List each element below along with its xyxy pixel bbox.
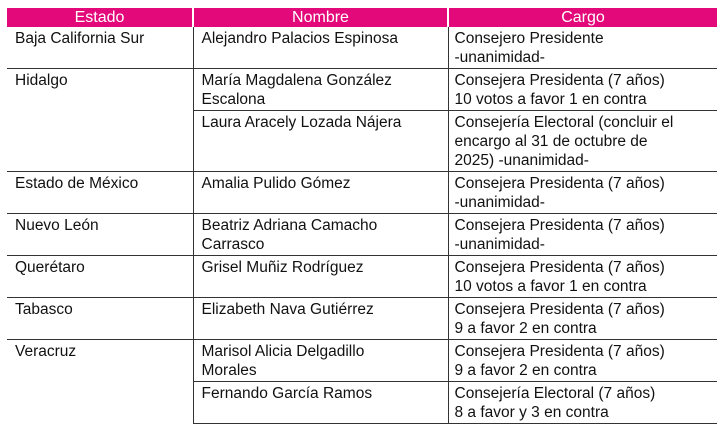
cargo-line: Consejera Presidenta (7 años) bbox=[454, 343, 665, 360]
table-row bbox=[7, 27, 717, 69]
nombre-line: Grisel Muñiz Rodríguez bbox=[201, 259, 364, 276]
header-cargo: Cargo bbox=[448, 8, 717, 27]
table-row bbox=[7, 256, 717, 298]
cargo-line: -unanimidad- bbox=[454, 236, 545, 253]
cargo-line: Consejera Presidenta (7 años) bbox=[454, 217, 665, 234]
cell-estado: Baja California Sur bbox=[15, 30, 145, 47]
nombre-line: Elizabeth Nava Gutiérrez bbox=[201, 301, 374, 318]
cargo-line: Consejero Presidente bbox=[454, 30, 604, 47]
table-row bbox=[7, 69, 717, 111]
cell-nombre bbox=[193, 214, 448, 256]
cell-estado: Querétaro bbox=[7, 256, 193, 298]
cargo-line: Consejera Presidenta (7 años) bbox=[454, 175, 665, 192]
cell-nombre bbox=[193, 69, 448, 111]
header-row bbox=[7, 8, 717, 27]
nombre-line: Escalona bbox=[201, 91, 266, 108]
cell-nombre bbox=[193, 382, 448, 424]
nombre-line: María Magdalena González bbox=[201, 72, 392, 89]
cargo-line: Consejería Electoral (concluir el bbox=[454, 114, 674, 131]
cargo-line: Consejera Presidenta (7 años) bbox=[454, 259, 665, 276]
table-row bbox=[7, 298, 717, 340]
nombre-line: Laura Aracely Lozada Nájera bbox=[201, 114, 402, 131]
cell-cargo bbox=[448, 27, 717, 69]
nombre-line: Carrasco bbox=[201, 236, 265, 253]
cell-estado: Hidalgo bbox=[7, 69, 193, 172]
cargo-line: Consejería Electoral (7 años) bbox=[454, 385, 656, 402]
cargo-line: 9 a favor 2 en contra bbox=[454, 362, 597, 379]
nombre-line: Marisol Alicia Delgadillo bbox=[201, 343, 365, 360]
cell-nombre bbox=[193, 256, 448, 298]
nombre-line: Beatriz Adriana Camacho bbox=[201, 217, 378, 234]
cell-cargo bbox=[448, 214, 717, 256]
cell-cargo bbox=[448, 298, 717, 340]
cell-estado: Tabasco bbox=[7, 298, 193, 340]
table-row bbox=[7, 172, 717, 214]
cell-cargo bbox=[448, 111, 717, 172]
cell-estado: Veracruz bbox=[7, 340, 193, 424]
header-nombre: Nombre bbox=[193, 8, 448, 27]
cargo-line: 10 votos a favor 1 en contra bbox=[454, 91, 647, 108]
cell-estado: Estado de México bbox=[7, 172, 193, 214]
cargo-line: Consejera Presidenta (7 años) bbox=[454, 72, 665, 89]
cell-cargo bbox=[448, 382, 717, 424]
cell-nombre bbox=[193, 340, 448, 382]
cell-nombre bbox=[193, 111, 448, 172]
cell-estado: Nuevo León bbox=[7, 214, 193, 256]
nombre-line: Alejandro Palacios Espinosa bbox=[201, 30, 398, 47]
header-estado: Estado bbox=[7, 8, 193, 27]
nombre-line: Amalia Pulido Gómez bbox=[201, 175, 351, 192]
cargo-line: -unanimidad- bbox=[454, 49, 545, 66]
cell-nombre bbox=[193, 27, 448, 69]
cargo-line: encargo al 31 de octubre de bbox=[454, 133, 648, 150]
results-table bbox=[7, 8, 717, 424]
cargo-line: 10 votos a favor 1 en contra bbox=[454, 278, 647, 295]
table-row bbox=[7, 340, 717, 382]
nombre-line: Morales bbox=[201, 362, 257, 379]
cell-cargo bbox=[448, 172, 717, 214]
cell-nombre bbox=[193, 172, 448, 214]
cargo-line: 8 a favor y 3 en contra bbox=[454, 404, 609, 421]
cargo-line: Consejera Presidenta (7 años) bbox=[454, 301, 665, 318]
cell-cargo bbox=[448, 340, 717, 382]
nombre-line: Fernando García Ramos bbox=[201, 385, 373, 402]
cell-cargo bbox=[448, 256, 717, 298]
table-row bbox=[7, 214, 717, 256]
cargo-line: 2025) -unanimidad- bbox=[454, 152, 589, 169]
cell-cargo bbox=[448, 69, 717, 111]
cargo-line: 9 a favor 2 en contra bbox=[454, 320, 597, 337]
cargo-line: -unanimidad- bbox=[454, 194, 545, 211]
cell-nombre bbox=[193, 298, 448, 340]
